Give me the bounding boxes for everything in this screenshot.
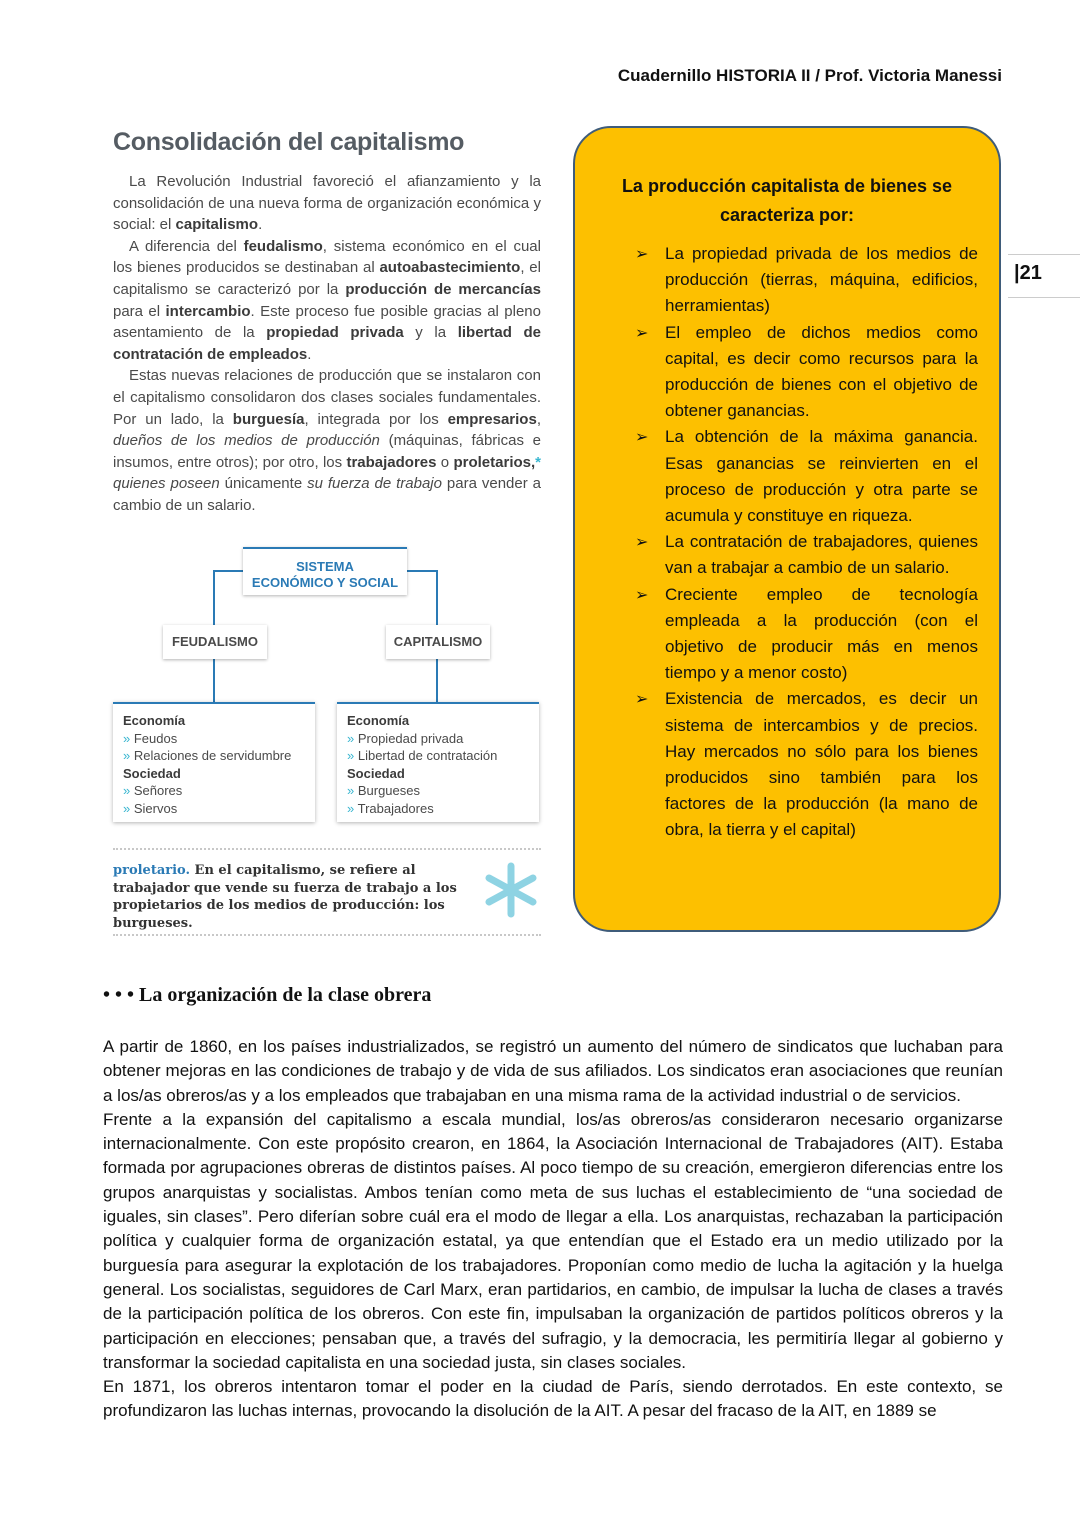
list-item: ➢ La obtención de la máxima ganancia. Esas ganancias se reinvierten en el proceso de producción y otra parte se acumula y constituye en riqueza.: [635, 424, 978, 529]
economic-system-diagram: [113, 545, 543, 830]
asterisk-icon: [481, 860, 541, 920]
diagram-root-node: SISTEMA ECONÓMICO Y SOCIAL: [243, 547, 407, 595]
document-header: Cuadernillo HISTORIA II / Prof. Victoria Manessi: [617, 66, 1002, 85]
characteristics-box: [573, 126, 1001, 932]
textbook-excerpt: [113, 128, 541, 517]
page-number-rule-bottom: [1008, 297, 1080, 298]
diagram-capitalismo-node: CAPITALISMO: [386, 625, 490, 659]
arrow-bullet-icon: [635, 424, 653, 450]
excerpt-paragraph-2: A diferencia del feudalismo, sistema económico en el cual los bienes producidos se destinaban al autoabastecimiento, el capitalismo se caracterizó por la producción de mercancías para el intercambio. Este proceso fue posible gracias al pleno asentamiento de la propiedad privada y la libertad de contratación de empleados.: [113, 237, 541, 363]
page-number: |21: [1014, 262, 1042, 284]
list-item: ➢ Creciente empleo de tecnología empleada a la producción (con el objetivo de producir más en menos tiempo y a menor costo): [635, 582, 978, 687]
list-item: ➢ La propiedad privada de los medios de producción (tierras, máquina, edificios, herramientas): [635, 241, 978, 320]
arrow-bullet-icon: [635, 320, 653, 346]
section-heading: • • • La organización de la clase obrera: [103, 984, 432, 1006]
glossary-text: proletario. En el capitalismo, se refiere al trabajador que vende su fuerza de trabajo a los propietarios de los medios de producción: los burgueses.: [113, 863, 457, 931]
list-item: ➢ La contratación de trabajadores, quienes van a trabajar a cambio de un salario.: [635, 529, 978, 581]
glossary-note: [113, 848, 541, 936]
diagram-capitalismo-box: Economía » Propiedad privada » Libertad de contratación Sociedad » Burgueses » Trabajadores: [337, 702, 539, 822]
characteristics-title: La producción capitalista de bienes se caracteriza por:: [621, 176, 953, 225]
body-paragraph: A partir de 1860, en los países industrializados, se registró un aumento del número de sindicatos que luchaban para obtener mejoras en las condiciones de trabajo y de vida de sus afiliados. Los sindicatos eran asociaciones que reunían a los/as obreros/as y a los empleados que trabajaban en una misma rama de la actividad industrial o de servicios.: [103, 1037, 1003, 1105]
excerpt-paragraph-1: La Revolución Industrial favoreció el afianzamiento y la consolidación de una nueva forma de organización económica y social: el capitalismo.: [113, 173, 541, 234]
arrow-bullet-icon: [635, 686, 653, 712]
diagram-feudalismo-node: FEUDALISMO: [163, 625, 267, 659]
arrow-bullet-icon: [635, 241, 653, 267]
body-paragraph: En 1871, los obreros intentaron tomar el poder en la ciudad de París, siendo derrotados. En este contexto, se profundizaron las luchas internas, provocando la disolución de la AIT. A pesar del fracaso de la AIT, en 1889 se: [103, 1377, 1003, 1421]
list-item: ➢ Existencia de mercados, es decir un sistema de intercambios y de precios. Hay mercados no sólo para los bienes producidos sino también para los factores de la producción (la mano de obra, la tierra y el capital): [635, 686, 978, 843]
body-paragraph: Frente a la expansión del capitalismo a escala mundial, los/as obreros/as consideraron necesario organizarse internacionalmente. Con este propósito crearon, en 1864, la Asociación Internacional de Trabajadores (AIT). Estaba formada por agrupaciones obreras de distintos países. Al poco tiempo de su creación, emergieron diferencias entre los grupos anarquistas y socialistas. Ambos tenían como meta de sus luchas el establecimiento de “una sociedad de iguales, sin clases”. Pero diferían sobre cuál era el modo de llegar a ella. Los anarquistas, rechazaban la participación política y cualquier forma de organización estatal, ya que entendían que el Estado era un medio utilizado por la burguesía para asegurar la explotación de los trabajadores. Proponían como medio de lucha la agitación y la huelga general. Los socialistas, seguidores de Carl Marx, eran partidarios, en cambio, de impulsar la lucha de clases a través de la participación política de los obreros. Con este fin, impulsaban la organización de partidos políticos obreros y la participación en elecciones; pensaban que, a través del sufragio, y la democracia, les permitiría llegar al gobierno y transformar la sociedad capitalista en una sociedad justa, sin clases sociales.: [103, 1109, 1003, 1372]
list-item: ➢ El empleo de dichos medios como capital, es decir como recursos para la producción de bienes con el objetivo de obtener ganancias.: [635, 320, 978, 425]
excerpt-paragraph-3: Estas nuevas relaciones de producción que se instalaron con el capitalismo consolidaron dos clases sociales fundamentales. Por un lado, la burguesía, integrada por los empresarios, dueños de los medios de producción (máquinas, fábricas e insumos, entre otros); por otro, los trabajadores o proletarios,* quienes poseen únicamente su fuerza de trabajo para vender a cambio de un salario.: [113, 367, 541, 514]
arrow-bullet-icon: [635, 582, 653, 608]
diagram-feudalismo-box: Economía » Feudos » Relaciones de servidumbre Sociedad » Señores » Siervos: [113, 702, 315, 822]
arrow-bullet-icon: [635, 529, 653, 555]
characteristics-list: [635, 241, 978, 844]
page-number-rule-top: [1008, 254, 1080, 255]
excerpt-body: [113, 171, 541, 517]
excerpt-title: Consolidación del capitalismo: [113, 128, 465, 156]
section-body: [103, 1035, 1003, 1424]
